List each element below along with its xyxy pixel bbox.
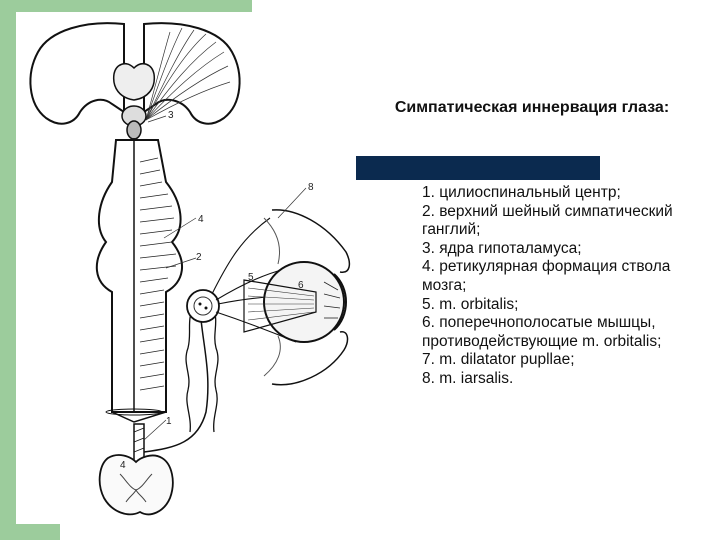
title-underline-bar [356,156,600,180]
legend-item: 8. m. iarsalis. [422,369,514,387]
sympathetic-innervation-diagram [16,12,356,524]
top-accent-strip [0,0,252,12]
label-5: 5 [248,272,254,283]
slide-title: Симпатическая иннервация глаза: [394,99,670,116]
legend-list [422,184,682,389]
left-accent-strip [0,0,16,540]
legend-item: 6. поперечнополосатые мышцы, противодействующие m. orbitalis; [422,314,662,350]
legend-item: 5. m. orbitalis; [422,295,519,313]
legend-item: 4. ретикулярная формация ствола мозга; [422,258,671,294]
tarsal-lower [264,336,280,376]
legend-item: 2. верхний шейный симпатический ганглий; [422,202,673,239]
hypothalamus-core [127,121,141,139]
label-4-upper: 4 [198,214,204,225]
label-1: 1 [166,416,172,427]
label-4-lower: 4 [120,460,126,471]
tarsal-upper [264,218,279,264]
legend-item: 3. ядра гипоталамуса; [422,239,582,257]
eyeball [264,262,344,342]
spinal-cord-section [100,455,173,514]
ganglion-inner [194,297,212,315]
label-2: 2 [196,252,202,263]
label-8: 8 [308,182,314,193]
legend-item: 1. цилиоспинальный центр; [422,184,621,201]
legend-item: 7. m. dilatator pupllae; [422,351,575,369]
label-3: 3 [168,110,174,121]
label-6: 6 [298,280,304,291]
bottom-accent-block [0,522,60,540]
